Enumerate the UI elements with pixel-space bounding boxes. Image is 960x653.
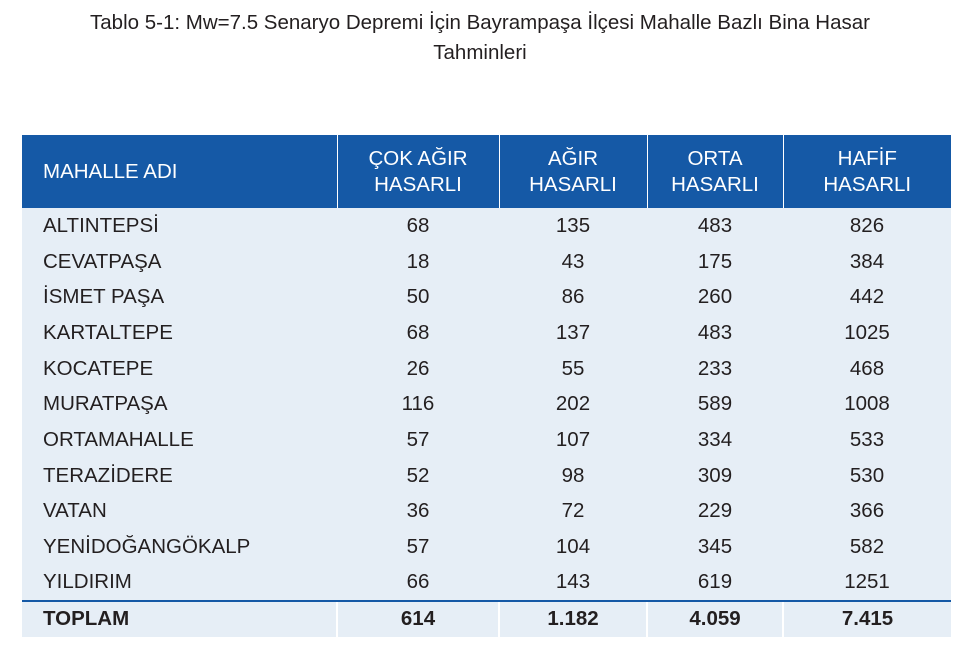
header-label: ORTA [687,146,743,170]
header-label: HASARLI [823,172,912,196]
cell-agir: 107 [499,422,647,458]
cell-hafif: 582 [783,529,951,565]
header-label: HASARLI [374,172,462,196]
total-cok-agir: 614 [337,601,499,637]
cell-agir: 72 [499,494,647,530]
cell-orta: 175 [647,244,783,280]
cell-orta: 619 [647,565,783,601]
cell-agir: 55 [499,351,647,387]
total-row [22,601,951,637]
header-label: HASARLI [529,172,617,196]
total-label: TOPLAM [22,601,337,637]
header-mahalle-adi [22,135,337,208]
cell-orta: 309 [647,458,783,494]
caption-line-2: Tahminleri [433,41,527,64]
cell-cok-agir: 52 [337,458,499,494]
table-row [22,458,951,494]
cell-hafif: 384 [783,244,951,280]
header-label: AĞIR [547,146,599,170]
cell-agir: 135 [499,208,647,244]
table-row [22,208,951,244]
header-label: HASARLI [671,172,759,196]
cell-mahalle: VATAN [22,494,337,530]
header-label: MAHALLE ADI [43,159,178,183]
table-row [22,422,951,458]
cell-cok-agir: 57 [337,422,499,458]
cell-orta: 345 [647,529,783,565]
total-orta: 4.059 [647,601,783,637]
table-caption [0,8,960,68]
cell-mahalle: YENİDOĞANGÖKALP [22,529,337,565]
cell-hafif: 442 [783,279,951,315]
cell-mahalle: ORTAMAHALLE [22,422,337,458]
table-row [22,494,951,530]
cell-mahalle: TERAZİDERE [22,458,337,494]
cell-agir: 202 [499,386,647,422]
header-cok-agir-hasarli [337,135,499,208]
header-agir-hasarli [499,135,647,208]
header-label: HAFİF [837,146,897,170]
table-row [22,351,951,387]
cell-hafif: 1251 [783,565,951,601]
cell-cok-agir: 68 [337,315,499,351]
cell-hafif: 530 [783,458,951,494]
table-row [22,315,951,351]
cell-orta: 334 [647,422,783,458]
cell-hafif: 533 [783,422,951,458]
header-orta-hasarli [647,135,783,208]
cell-mahalle: MURATPAŞA [22,386,337,422]
cell-agir: 43 [499,244,647,280]
header-row [22,135,951,208]
table-header [22,135,951,208]
table-row [22,386,951,422]
cell-orta: 483 [647,208,783,244]
cell-agir: 137 [499,315,647,351]
cell-mahalle: KARTALTEPE [22,315,337,351]
cell-cok-agir: 66 [337,565,499,601]
table-body [22,208,951,637]
cell-mahalle: KOCATEPE [22,351,337,387]
table-row [22,244,951,280]
cell-hafif: 366 [783,494,951,530]
cell-hafif: 468 [783,351,951,387]
table-row [22,279,951,315]
cell-hafif: 1025 [783,315,951,351]
header-hafif-hasarli [783,135,951,208]
cell-mahalle: İSMET PAŞA [22,279,337,315]
header-label: ÇOK AĞIR [368,146,468,170]
cell-mahalle: ALTINTEPSİ [22,208,337,244]
cell-cok-agir: 68 [337,208,499,244]
cell-agir: 86 [499,279,647,315]
cell-mahalle: YILDIRIM [22,565,337,601]
cell-cok-agir: 50 [337,279,499,315]
cell-mahalle: CEVATPAŞA [22,244,337,280]
cell-cok-agir: 18 [337,244,499,280]
total-hafif: 7.415 [783,601,951,637]
cell-agir: 143 [499,565,647,601]
table-row [22,529,951,565]
cell-cok-agir: 26 [337,351,499,387]
cell-cok-agir: 57 [337,529,499,565]
cell-hafif: 1008 [783,386,951,422]
cell-orta: 229 [647,494,783,530]
cell-orta: 589 [647,386,783,422]
cell-orta: 483 [647,315,783,351]
cell-hafif: 826 [783,208,951,244]
caption-line-1: Tablo 5-1: Mw=7.5 Senaryo Depremi İçin Bayrampaşa İlçesi Mahalle Bazlı Bina Hasar [90,11,870,34]
total-agir: 1.182 [499,601,647,637]
damage-estimate-table [22,135,951,637]
cell-cok-agir: 116 [337,386,499,422]
cell-agir: 104 [499,529,647,565]
cell-orta: 233 [647,351,783,387]
cell-cok-agir: 36 [337,494,499,530]
cell-orta: 260 [647,279,783,315]
table-row [22,565,951,601]
cell-agir: 98 [499,458,647,494]
